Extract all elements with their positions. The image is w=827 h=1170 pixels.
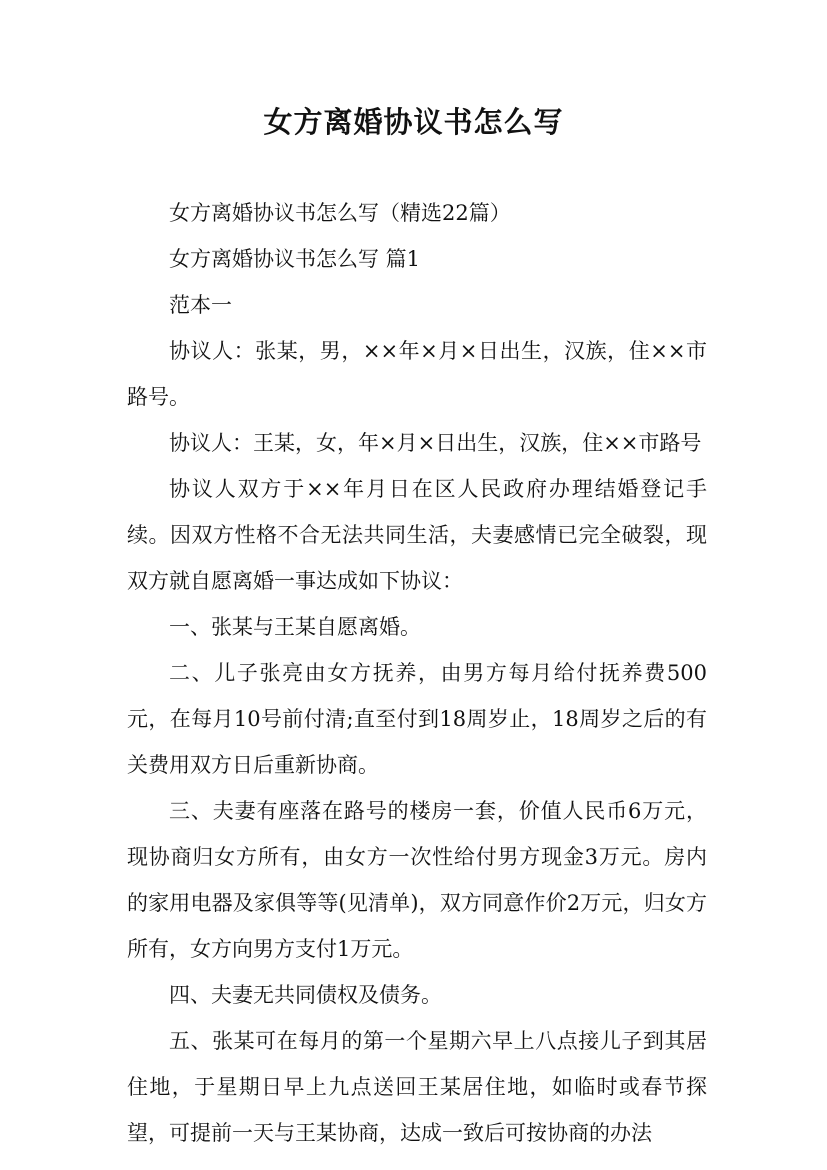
paragraph-clause-5: 五、张某可在每月的第一个星期六早上八点接儿子到其居住地，于星期日早上九点送回王某居住地，如临时或春节探望，可提前一天与王某协商，达成一致后可按协商的办法 xyxy=(127,1029,707,1145)
paragraph-template-label: 范本一 xyxy=(169,293,232,317)
paragraph-subtitle: 女方离婚协议书怎么写（精选22篇） xyxy=(169,201,511,225)
paragraph-clause-3: 三、夫妻有座落在路号的楼房一套，价值人民币6万元，现协商归女方所有，由女方一次性给付男方现金3万元。房内的家用电器及家俱等等(见清单)，双方同意作价2万元，归女方所有，女方向男方支付1万元。 xyxy=(127,799,707,961)
document-title: 女方离婚协议书怎么写 xyxy=(263,105,564,139)
paragraph-party-female: 协议人：王某，女，年×月×日出生，汉族，住××市路号 xyxy=(169,431,702,455)
paragraph-preamble: 协议人双方于××年月日在区人民政府办理结婚登记手续。因双方性格不合无法共同生活，夫妻感情已完全破裂，现双方就自愿离婚一事达成如下协议： xyxy=(127,477,707,593)
paragraph-clause-4: 四、夫妻无共同债权及债务。 xyxy=(169,983,442,1007)
paragraph-party-male: 协议人：张某，男，××年×月×日出生，汉族，住××市路号。 xyxy=(127,339,707,409)
document-body xyxy=(127,190,707,1156)
paragraph-clause-1: 一、张某与王某自愿离婚。 xyxy=(169,615,421,639)
paragraph-chapter-heading: 女方离婚协议书怎么写 篇1 xyxy=(169,247,421,271)
paragraph-clause-2: 二、儿子张亮由女方抚养，由男方每月给付抚养费500元，在每月10号前付清;直至付到18周岁止，18周岁之后的有关费用双方日后重新协商。 xyxy=(127,661,707,777)
